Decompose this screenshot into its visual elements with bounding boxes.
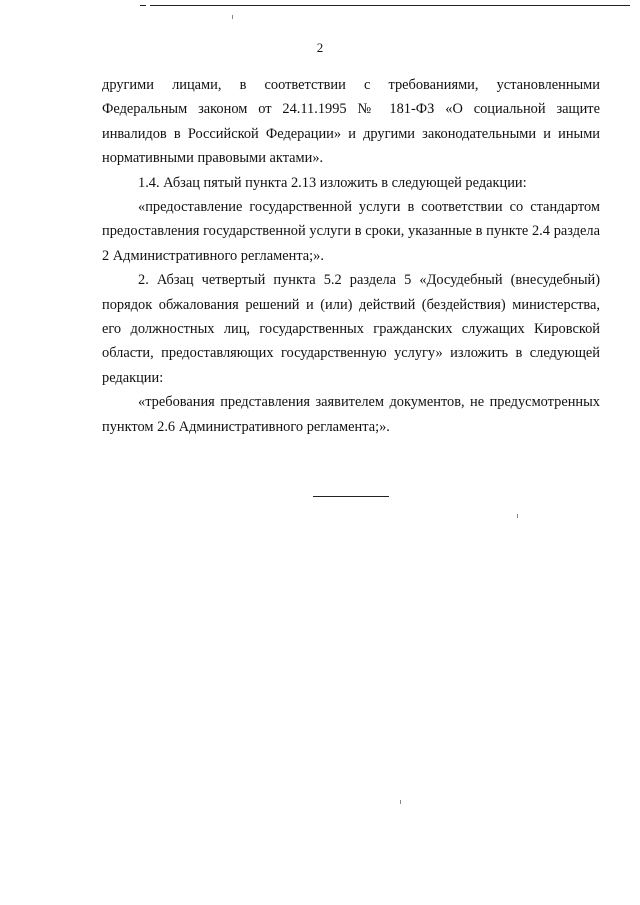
end-of-document-rule: [313, 496, 389, 497]
top-edge-rule: [150, 5, 630, 6]
scan-speck: [400, 800, 401, 804]
scan-speck: [232, 15, 233, 19]
paragraph-item-2: 2. Абзац четвертый пункта 5.2 раздела 5 «Досудебный (внесудебный) порядок обжалования решений и (или) действий (бездействия) министерства, его должностных лиц, государственных гражданских служащих Кировской области, предоставляющих государственную услугу» изложить в следующей редакции:: [102, 272, 600, 386]
top-edge-mark: [140, 5, 146, 6]
document-body: [102, 73, 600, 439]
paragraph-continuation: другими лицами, в соответствии с требованиями, установленными Федеральным законом от 24.11.1995 № 181-ФЗ «О социальной защите инвалидов в Российской Федерации» и другими законодательными и иными нормативными правовыми актами».: [102, 77, 600, 167]
paragraph-quote-2: «требования представления заявителем документов, не предусмотренных пунктом 2.6 Административного регламента;».: [102, 394, 600, 435]
page-number: 2: [316, 40, 324, 55]
scan-speck: [517, 514, 518, 518]
paragraph-item-1-4: 1.4. Абзац пятый пункта 2.13 изложить в следующей редакции:: [138, 174, 527, 191]
paragraph-quote-1: «предоставление государственной услуги в соответствии со стандартом предоставления государственной услуги в сроки, указанные в пункте 2.4 раздела 2 Административного регламента;».: [102, 199, 600, 264]
